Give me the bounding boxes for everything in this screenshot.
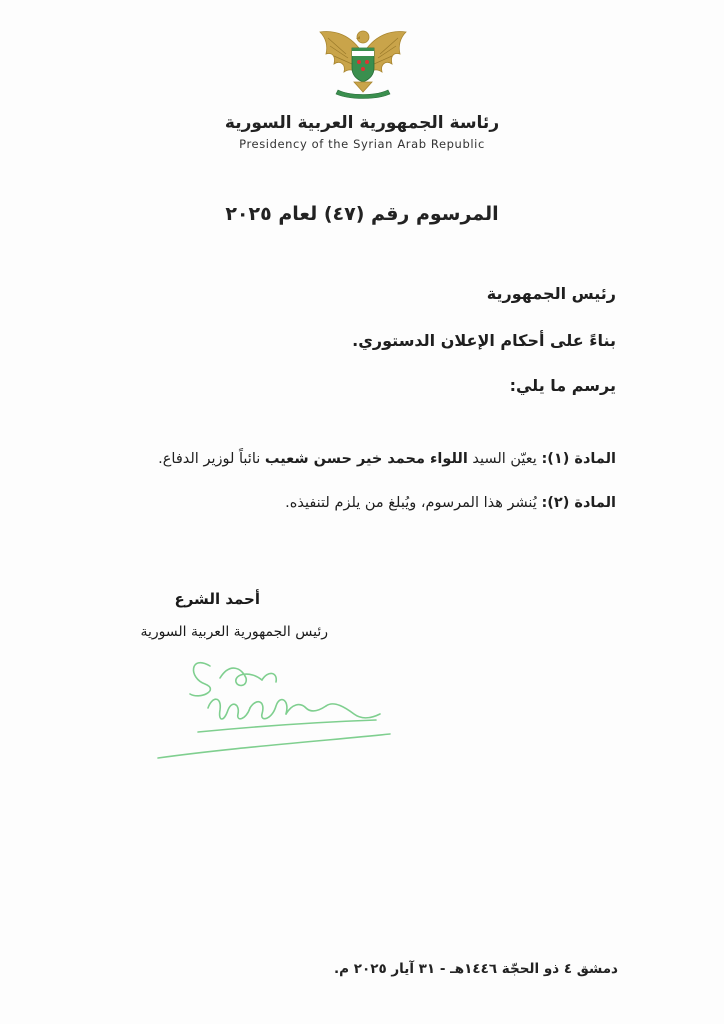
article-2-text: يُنشر هذا المرسوم، ويُبلغ من يلزم لتنفيذه. xyxy=(285,495,542,511)
date-line: دمشق ٤ ذو الحجّة ١٤٤٦هـ - ٣١ آيار ٢٠٢٥ م. xyxy=(334,961,618,977)
article-2 xyxy=(285,495,616,511)
decree-title: المرسوم رقم (٤٧) لعام ٢٠٢٥ xyxy=(225,203,499,225)
president-line: رئيس الجمهورية xyxy=(486,284,616,303)
presidency-title-english: Presidency of the Syrian Arab Republic xyxy=(239,137,485,151)
decrees-line: يرسم ما يلي: xyxy=(509,376,616,395)
article-1-text-post: نائباً لوزير الدفاع. xyxy=(158,451,265,467)
article-1-text-pre: يعيّن السيد xyxy=(467,451,542,467)
article-1 xyxy=(158,451,616,467)
article-1-appointee: اللواء محمد خير حسن شعيب xyxy=(264,451,468,467)
signatory-name: أحمد الشرع xyxy=(174,590,260,608)
article-1-label: المادة (١): xyxy=(541,451,616,467)
signatory-role: رئيس الجمهورية العربية السورية xyxy=(140,624,328,640)
handwritten-signature xyxy=(150,648,400,763)
article-2-label: المادة (٢): xyxy=(541,495,616,511)
eagle-emblem-icon xyxy=(316,24,410,100)
constitutional-basis-line: بناءً على أحكام الإعلان الدستوري. xyxy=(352,331,616,350)
presidency-title-arabic: رئاسة الجمهورية العربية السورية xyxy=(224,113,500,133)
